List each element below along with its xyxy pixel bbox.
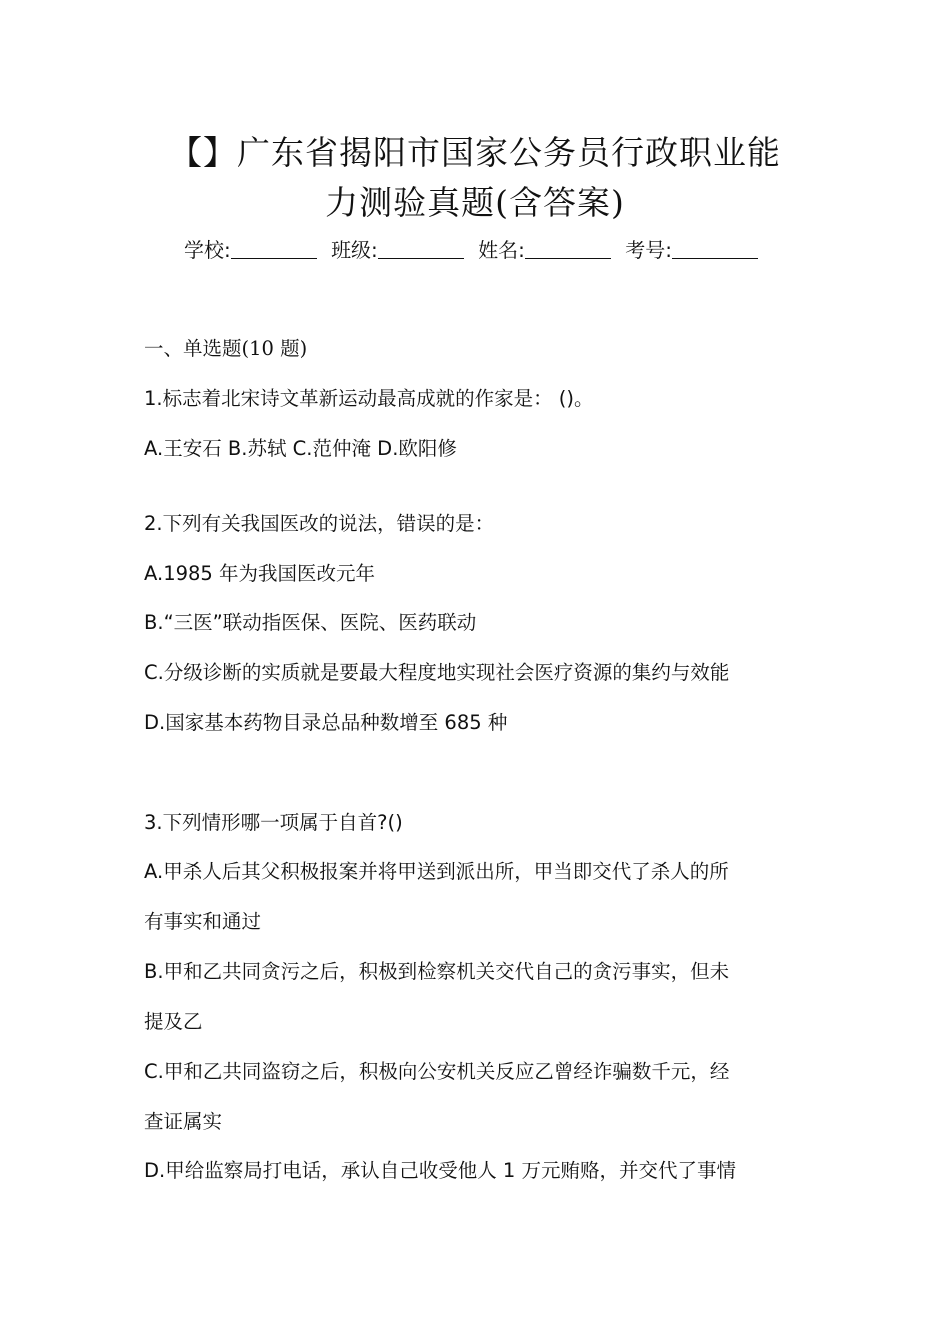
class-blank	[378, 240, 464, 259]
question-3-option-a: A.甲杀人后其父积极报案并将甲送到派出所，甲当即交代了杀人的所	[144, 860, 729, 883]
exam-number-blank	[672, 240, 758, 259]
student-info-row	[120, 234, 830, 266]
section-heading: 一、单选题(10 题)	[144, 337, 308, 360]
question-2-option-a: A.1985 年为我国医改元年	[144, 562, 376, 585]
question-3-option-c: C.甲和乙共同盗窃之后，积极向公安机关反应乙曾经诈骗数千元，经	[144, 1060, 730, 1083]
question-2-option-d: D.国家基本药物目录总品种数增至 685 种	[144, 711, 508, 734]
document-title-line-1: 【】广东省揭阳市国家公务员行政职业能	[169, 133, 781, 172]
school-blank	[231, 240, 317, 259]
question-2-stem: 2.下列有关我国医改的说法，错误的是：	[144, 512, 495, 535]
name-label: 姓名:	[478, 238, 525, 262]
question-1-stem: 1.标志着北宋诗文革新运动最高成就的作家是： ()。	[144, 387, 594, 410]
document-title-line-2: 力测验真题(含答案)	[325, 183, 625, 222]
question-3-option-b: B.甲和乙共同贪污之后，积极到检察机关交代自己的贪污事实，但未	[144, 960, 730, 983]
question-2-option-c: C.分级诊断的实质就是要最大程度地实现社会医疗资源的集约与效能	[144, 661, 730, 684]
question-3-stem: 3.下列情形哪一项属于自首?()	[144, 811, 403, 834]
school-label: 学校:	[183, 238, 231, 262]
question-2-option-b: B.“三医”联动指医保、医院、医药联动	[144, 611, 477, 634]
question-3-option-a-cont: 有事实和通过	[144, 910, 262, 933]
question-1-options: A.王安石 B.苏轼 C.范仲淹 D.欧阳修	[144, 437, 457, 460]
name-blank	[525, 240, 611, 259]
question-3-option-d: D.甲给监察局打电话，承认自己收受他人 1 万元贿赂，并交代了事情	[144, 1159, 737, 1182]
class-label: 班级:	[331, 238, 378, 262]
question-3-option-b-cont: 提及乙	[144, 1010, 203, 1033]
question-3-option-c-cont: 查证属实	[144, 1110, 223, 1133]
exam-number-label: 考号:	[625, 238, 673, 262]
